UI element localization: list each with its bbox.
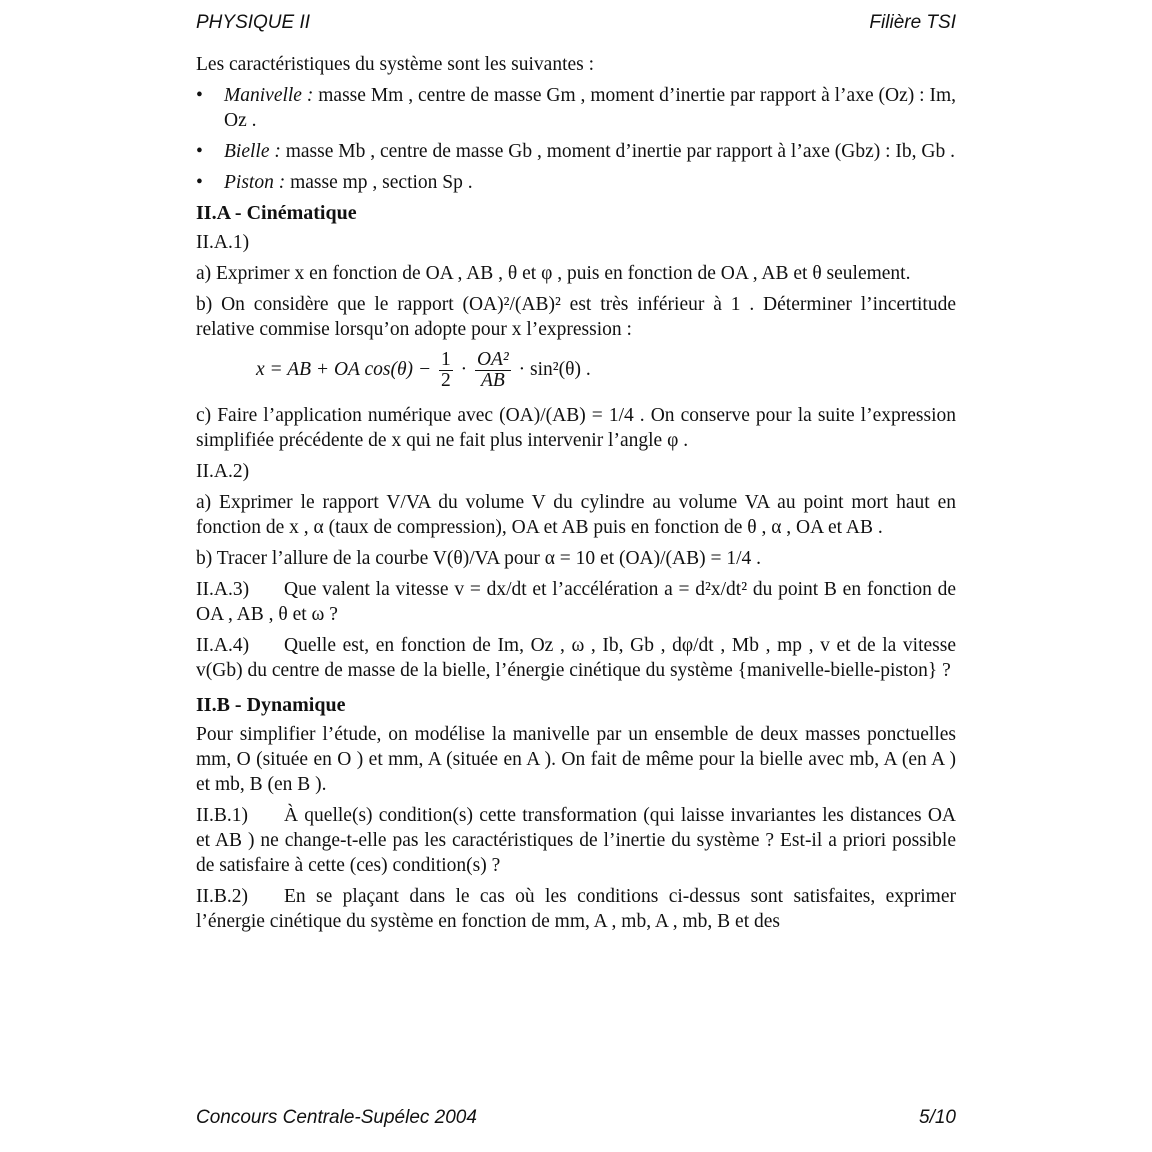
bullet-text: masse Mb , centre de masse Gb , moment d’inertie par rapport à l’axe (Gbz) : Ib, Gb . xyxy=(285,141,955,162)
question-label: II.B.2) xyxy=(196,886,248,907)
page-header xyxy=(196,12,956,34)
question-label: II.A.3) xyxy=(196,579,250,600)
bullet-icon: • xyxy=(196,85,203,106)
question-b1: II.B.1) À quelle(s) condition(s) cette transformation (qui laisse invariantes les distances OA et AB ) ne change-t-elle pas les caractéristiques de l’inertie du système ? Est-il a priori possible de satisfaire à cette (ces) condition(s) ? xyxy=(196,805,956,876)
header-subject: PHYSIQUE II xyxy=(196,12,311,33)
page-body xyxy=(196,52,956,940)
intro-text: Les caractéristiques du système sont les suivantes : xyxy=(196,54,595,75)
question-a2a: a) Exprimer le rapport V/VA du volume V du cylindre au volume VA au point mort haut en fonction de x , α (taux de compression), OA et AB puis en fonction de θ , α , OA et AB . xyxy=(196,492,956,538)
fraction-half: $\frac{1}{2}$ xyxy=(440,349,451,391)
question-label: II.A.1) xyxy=(196,232,250,253)
bullet-icon: • xyxy=(196,141,203,162)
bullet-name: Manivelle : xyxy=(224,85,314,106)
question-a3: II.A.3) Que valent la vitesse v = dx/dt et l’accélération a = d²x/dt² du point B en fonction de OA , AB , θ et ω ? xyxy=(196,579,956,625)
section-title-dynamique: II.B - Dynamique xyxy=(196,694,346,716)
question-label: II.B.1) xyxy=(196,805,248,826)
bullet-icon: • xyxy=(196,172,203,193)
question-a1b: b) On considère que le rapport (OA)²/(AB)² est très inférieur à 1 . Déterminer l’incertitude relative commise lorsqu’on adopte pour x l’expression : xyxy=(196,294,956,340)
question-b2: II.B.2) En se plaçant dans le cas où les conditions ci-dessus sont satisfaites, exprimer l’énergie cinétique du système en fonction de mm, A , mb, A , mb, B et des xyxy=(196,886,956,932)
bullet-text: masse Mm , centre de masse Gm , moment d’inertie par rapport à l’axe (Oz) : Im, Oz . xyxy=(224,85,956,131)
question-a4: II.A.4) Quelle est, en fonction de Im, Oz , ω , Ib, Gb , dφ/dt , Mb , mp , v et de la vitesse v(Gb) du centre de masse de la bielle, l’énergie cinétique du système {manivelle-bielle-piston} ? xyxy=(196,635,956,681)
question-label: II.A.4) xyxy=(196,635,250,656)
equation-rhs: · sin²(θ) . xyxy=(518,358,591,380)
section-b-intro: Pour simplifier l’étude, on modélise la manivelle par un ensemble de deux masses ponctuelles mm, O (située en O ) et mm, A (située en A ). On fait de même pour la bielle avec mb, A (en A ) et mb, B (en B ). xyxy=(196,724,956,795)
bullet-name: Bielle : xyxy=(224,141,281,162)
question-a1c: c) Faire l’application numérique avec (OA)/(AB) = 1/4 . On conserve pour la suite l’expression simplifiée précédente de x qui ne fait plus intervenir l’angle φ . xyxy=(196,405,956,451)
bullet-name: Piston : xyxy=(224,172,286,193)
footer-contest: Concours Centrale-Supélec 2004 xyxy=(196,1107,477,1128)
equation xyxy=(256,350,956,391)
bullet-text: masse mp , section Sp . xyxy=(290,172,473,193)
equation-dot: · xyxy=(460,358,468,380)
page xyxy=(196,0,956,1152)
section-title-cinematique: II.A - Cinématique xyxy=(196,202,357,224)
fraction-ratio: $\frac{\text{OA²}}{AB}$ xyxy=(476,349,509,391)
bullet-manivelle xyxy=(196,83,956,133)
page-number: 5/10 xyxy=(919,1107,956,1128)
page-footer xyxy=(196,1107,956,1129)
equation-lhs: x = AB + OA cos(θ) − xyxy=(256,358,432,380)
header-track: Filière TSI xyxy=(869,12,956,33)
question-a2b: b) Tracer l’allure de la courbe V(θ)/VA pour α = 10 et (OA)/(AB) = 1/4 . xyxy=(196,548,762,569)
question-label: II.A.2) xyxy=(196,461,250,482)
bullet-bielle xyxy=(196,139,956,164)
bullet-piston xyxy=(196,170,956,195)
question-a1a: a) Exprimer x en fonction de OA , AB , θ et φ , puis en fonction de OA , AB et θ seulement. xyxy=(196,263,911,284)
